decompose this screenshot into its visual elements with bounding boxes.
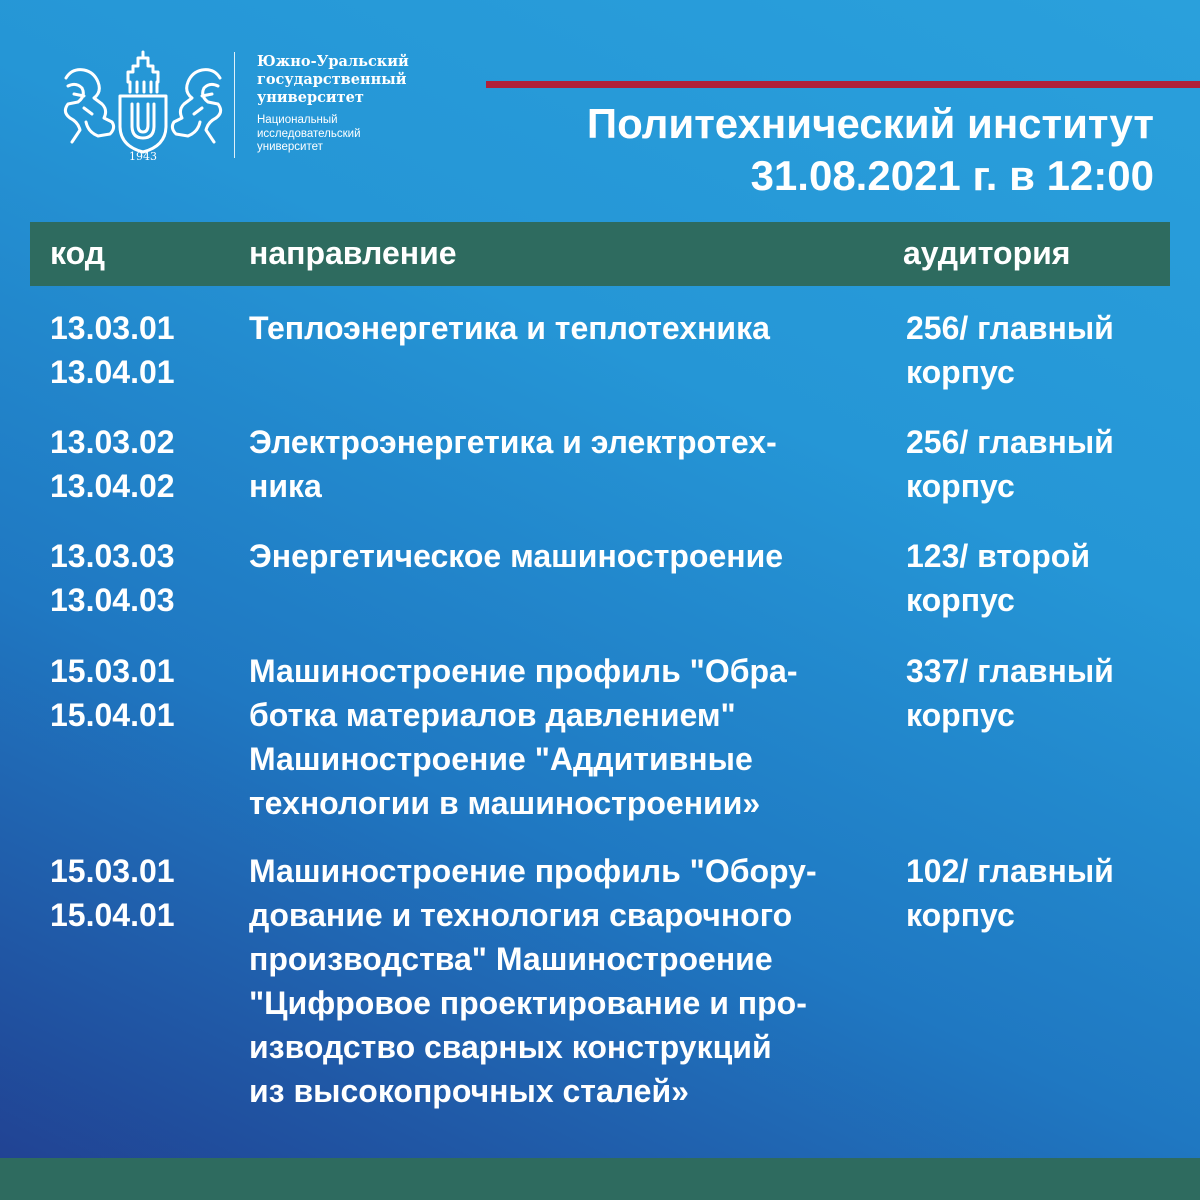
room-line: 102/ главный	[906, 853, 1114, 889]
code: 15.04.01	[50, 897, 175, 933]
row-codes	[50, 849, 175, 937]
direction-line: изводство сварных конструкций	[249, 1029, 772, 1065]
university-name	[257, 53, 409, 107]
logo-divider	[234, 52, 235, 158]
code: 15.03.01	[50, 653, 175, 689]
university-subtitle-line: исследовательский	[257, 127, 361, 140]
direction-line: из высокопрочных сталей»	[249, 1073, 689, 1109]
direction-line: Электроэнергетика и электротех-	[249, 424, 777, 460]
direction-line: дование и технология сварочного	[249, 897, 793, 933]
university-subtitle-line: университет	[257, 141, 323, 153]
university-subtitle	[257, 114, 361, 155]
row-direction	[249, 306, 770, 350]
room-line: корпус	[906, 582, 1015, 618]
code: 13.04.01	[50, 354, 175, 390]
row-direction	[249, 649, 798, 825]
room-line: 123/ второй	[906, 538, 1090, 574]
room-line: корпус	[906, 468, 1015, 504]
direction-line: ника	[249, 468, 322, 504]
code: 15.04.01	[50, 697, 175, 733]
red-accent-line	[486, 81, 1200, 88]
direction-line: технологии в машиностроении»	[249, 785, 761, 821]
page-title	[587, 98, 1154, 202]
direction-line: Машиностроение профиль "Обра-	[249, 653, 798, 689]
room-line: корпус	[906, 897, 1015, 933]
table-row	[0, 306, 1200, 420]
code: 13.03.03	[50, 538, 175, 574]
room-line: корпус	[906, 697, 1015, 733]
room-line: корпус	[906, 354, 1015, 390]
row-room	[906, 420, 1114, 508]
direction-line: "Цифровое проектирование и про-	[249, 985, 807, 1021]
table-row	[0, 849, 1200, 1119]
code: 13.03.02	[50, 424, 175, 460]
university-name-line: государственный	[257, 71, 407, 88]
code: 13.04.02	[50, 468, 175, 504]
table-row	[0, 420, 1200, 534]
row-room	[906, 649, 1114, 737]
direction-line: ботка материалов давлением"	[249, 697, 736, 733]
row-codes	[50, 420, 175, 508]
direction-line: Машиностроение профиль "Обору-	[249, 853, 817, 889]
table-header	[30, 222, 1170, 286]
row-direction	[249, 420, 777, 508]
code: 13.04.03	[50, 582, 175, 618]
title-datetime: 31.08.2021 г. в 12:00	[750, 152, 1154, 199]
header-direction: направление	[249, 235, 457, 271]
susu-logo	[58, 48, 228, 163]
row-codes	[50, 306, 175, 394]
logo-year: 1943	[129, 150, 157, 163]
table-row	[0, 649, 1200, 849]
footer-bar	[0, 1158, 1200, 1200]
table-row	[0, 534, 1200, 649]
direction-line: производства" Машиностроение	[249, 941, 773, 977]
row-codes	[50, 534, 175, 622]
direction-line: Машиностроение "Аддитивные	[249, 741, 753, 777]
university-name-line: Южно-Уральский	[257, 53, 409, 70]
university-subtitle-line: Национальный	[257, 114, 338, 126]
code: 13.03.01	[50, 310, 175, 346]
row-codes	[50, 649, 175, 737]
row-room	[906, 534, 1090, 622]
room-line: 256/ главный	[906, 424, 1114, 460]
university-name-line: университет	[257, 89, 364, 106]
row-direction	[249, 534, 783, 578]
direction-line: Энергетическое машиностроение	[249, 538, 784, 574]
room-line: 256/ главный	[906, 310, 1114, 346]
row-direction	[249, 849, 817, 1113]
header-room: аудитория	[903, 235, 1071, 271]
direction-line: Теплоэнергетика и теплотехника	[249, 310, 770, 346]
title-institute: Политехнический институт	[586, 100, 1154, 147]
schedule-table	[0, 306, 1200, 1119]
header-code: код	[50, 235, 106, 271]
row-room	[906, 849, 1114, 937]
room-line: 337/ главный	[906, 653, 1114, 689]
code: 15.03.01	[50, 853, 175, 889]
row-room	[906, 306, 1114, 394]
